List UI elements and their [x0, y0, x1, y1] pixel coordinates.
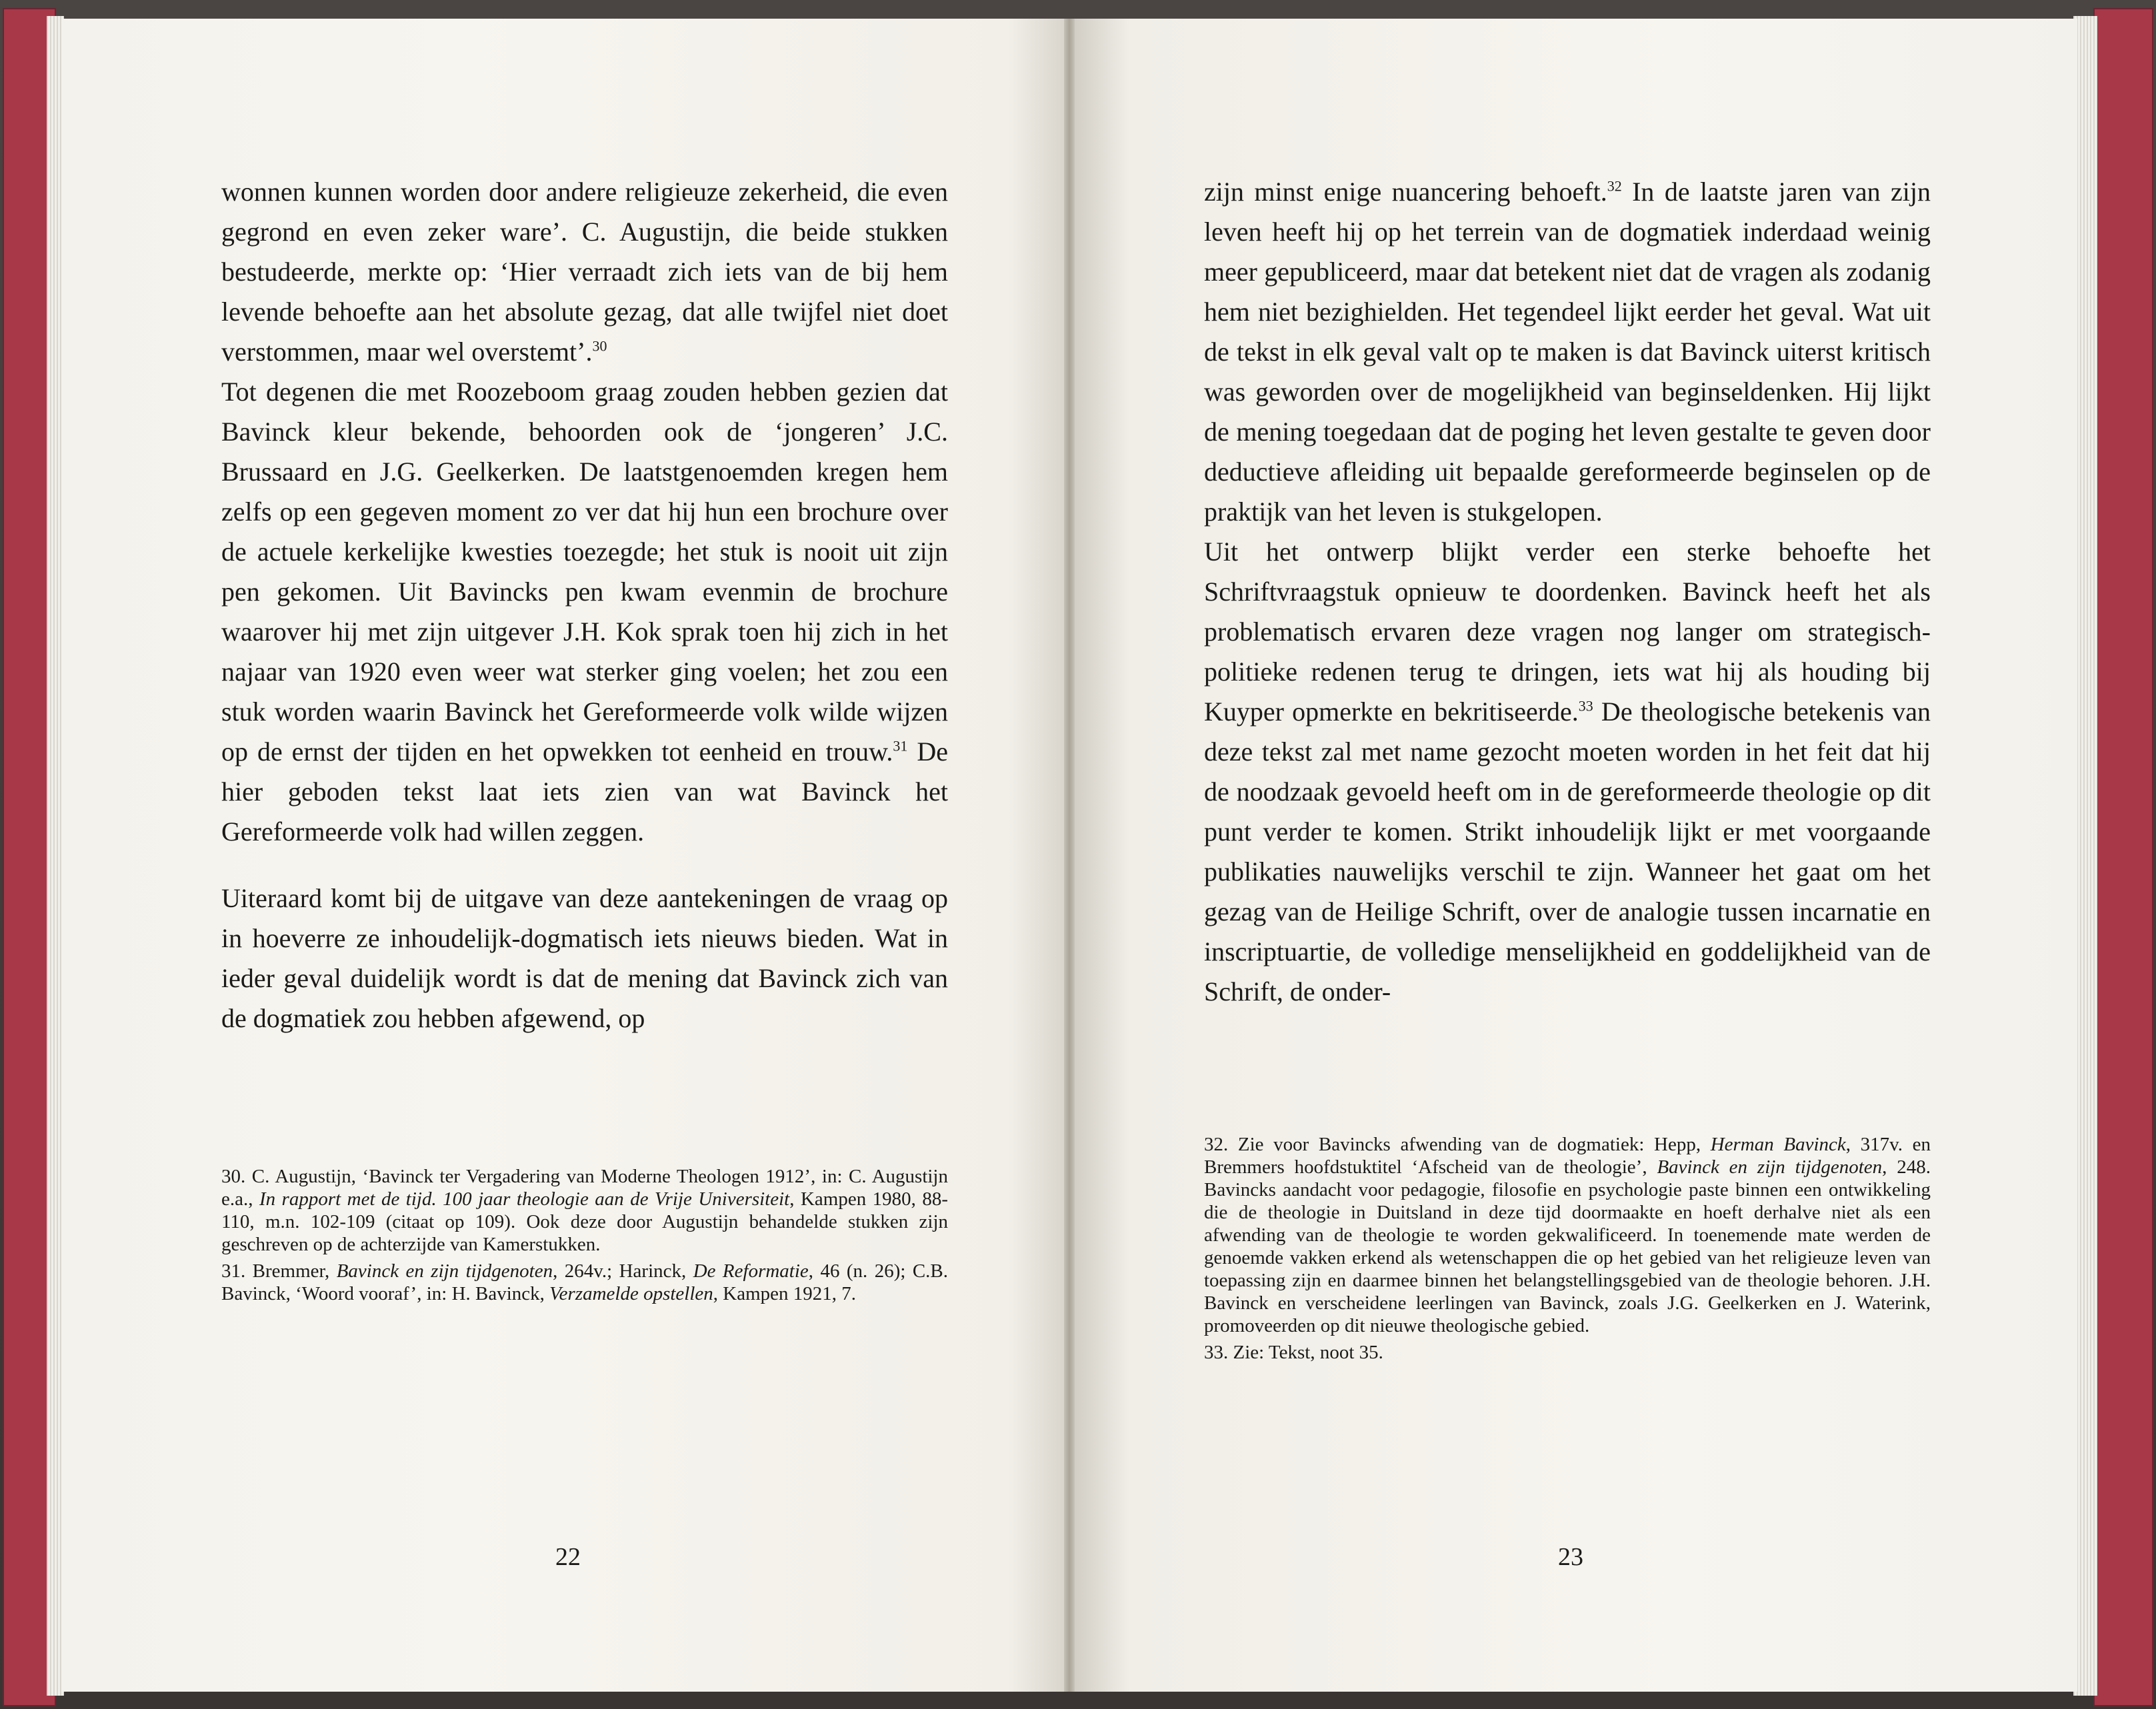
body-paragraph: wonnen kunnen worden door andere religieuze zekerheid, die even gegrond en even zeker ware’. C. Augustijn, die beide stukken bestudeerde, merkte op: ‘Hier verraadt zich iets van de bij hem levende behoefte aan het absolute gezag, dat alle twijfel niet doet verstommen, maar wel overstemt’.$^{30}$ — [221, 177, 948, 367]
body-paragraph: Tot degenen die met Roozeboom graag zouden hebben gezien dat Bavinck kleur bekende, behoorden ook de ‘jongeren’ J.C. Brussaard en J.G. Geelkerken. De laatstgenoemden kregen hem zelfs op een gegeven moment zo ver dat hij hun een brochure over de actuele kerkelijke kwesties toezegde; het stuk is nooit uit zijn pen gekomen. Uit Bavincks pen kwam evenmin de brochure waarover hij met zijn uitgever J.H. Kok sprak toen hij zich in het najaar van 1920 even weer wat sterker ging voelen; het zou een stuk worden waarin Bavinck het Gereformeerde volk wilde wijzen op de ernst der tijden en het opwekken tot eenheid en trouw.$^{31}$ De hier geboden tekst laat iets zien van wat Bavinck het Gereformeerde volk had willen zeggen. — [221, 377, 948, 847]
footnote-32: 32. Zie voor Bavincks afwending van de dogmatiek: Hepp, Herman Bavinck, 317v. en Bremmers hoofdstuktitel ‘Afscheid van de theologie’, Bavinck en zijn tijdgenoten, 248. Bavincks aandacht voor pedagogie, filosofie en psychologie paste binnen een ontwikkeling die de theologie in Duitsland in deze tijd doormaakte en hoeft derhalve niet als een afwending van de theologie te worden gekwalificeerd. In toenemende mate werden de genoemde vakken erkend als wetenschappen die op het gebied van het religieuze leven van toepassing zijn en daarmee binnen het belangstellingsgebied van de theologie behoren. J.H. Bavinck en verscheidene leerlingen van Bavinck, zoals J.G. Geelkerken en J. Waterink, promoveerden op dit nieuwe theologische gebied. — [1204, 1134, 1931, 1336]
book-gutter — [1064, 19, 1075, 1692]
page-number-right: 23 — [1558, 1543, 1583, 1571]
body-paragraph: Uiteraard komt bij de uitgave van deze aantekeningen de vraag op in hoeverre ze inhoudelijk-dogmatisch iets nieuws bieden. Wat in ieder geval duidelijk wordt is dat de mening dat Bavinck zich van de dogmatiek zou hebben afgewend, op — [221, 883, 948, 1033]
book-cover-right — [2093, 8, 2153, 1706]
footnote-30: 30. C. Augustijn, ‘Bavinck ter Vergadering van Moderne Theologen 1912’, in: C. Augustijn e.a., In rapport met de tijd. 100 jaar theologie aan de Vrije Universiteit, Kampen 1980, 88-110, m.n. 102-109 (citaat op 109). Ook deze door Augustijn behandelde stukken zijn geschreven op de achterzijde van Kamerstukken. — [221, 1166, 949, 1255]
body-paragraph: Uit het ontwerp blijkt verder een sterke behoefte het Schriftvraagstuk opnieuw te doordenken. Bavinck heeft het als problematisch ervaren deze vragen nog langer om strategisch-politieke redenen terug te dringen, iets wat hij als houding bij Kuyper opmerkte en bekritiseerde.$^{33}$ De theologische betekenis van deze tekst zal met name gezocht moeten worden in het feit dat hij de noodzaak gevoeld heeft om in de gereformeerde theologie op dit punt verder te komen. Strikt inhoudelijk lijkt er met voorgaande publikaties nauwelijks verschil te zijn. Wanneer het gaat om het gezag van de Heilige Schrift, over de analogie tussen incarnatie en inscriptuartie, de volledige menselijkheid en goddelijkheid van de Schrift, de onder- — [1204, 537, 1931, 1006]
footnote-ref[interactable]: 30 — [592, 337, 607, 355]
footnote-33: 33. Zie: Tekst, noot 35. — [1204, 1342, 1383, 1363]
footnote-ref[interactable]: 33 — [1578, 697, 1593, 715]
right-page-footnotes — [1204, 1133, 1931, 1368]
right-page-body — [1204, 172, 1931, 1012]
footnote-31: 31. Bremmer, Bavinck en zijn tijdgenoten, 264v.; Harinck, De Reformatie, 46 (n. 26); C.B. Bavinck, ‘Woord vooraf’, in: H. Bavinck, Verzamelde opstellen, Kampen 1921, 7. — [221, 1260, 949, 1304]
left-page-body — [221, 172, 948, 1038]
body-paragraph: zijn minst enige nuancering behoeft.$^{32}$ In de laatste jaren van zijn leven heeft hij op het terrein van de dogmatiek inderdaad weinig meer gepubliceerd, maar dat betekent niet dat de vragen als zodanig hem niet bezighielden. Het tegendeel lijkt eerder het geval. Wat uit de tekst in elk geval valt op te maken is dat Bavinck uiterst kritisch was geworden over de mogelijkheid van beginseldenken. Hij lijkt de mening toegedaan dat de poging het leven gestalte te geven door deductieve afleiding uit bepaalde gereformeerde beginselen op de praktijk van het leven is stukgelopen. — [1204, 177, 1931, 527]
footnote-ref[interactable]: 32 — [1607, 177, 1622, 195]
footnote-ref[interactable]: 31 — [893, 737, 908, 755]
left-page-footnotes — [221, 1165, 948, 1309]
page-number-left: 22 — [555, 1543, 581, 1571]
